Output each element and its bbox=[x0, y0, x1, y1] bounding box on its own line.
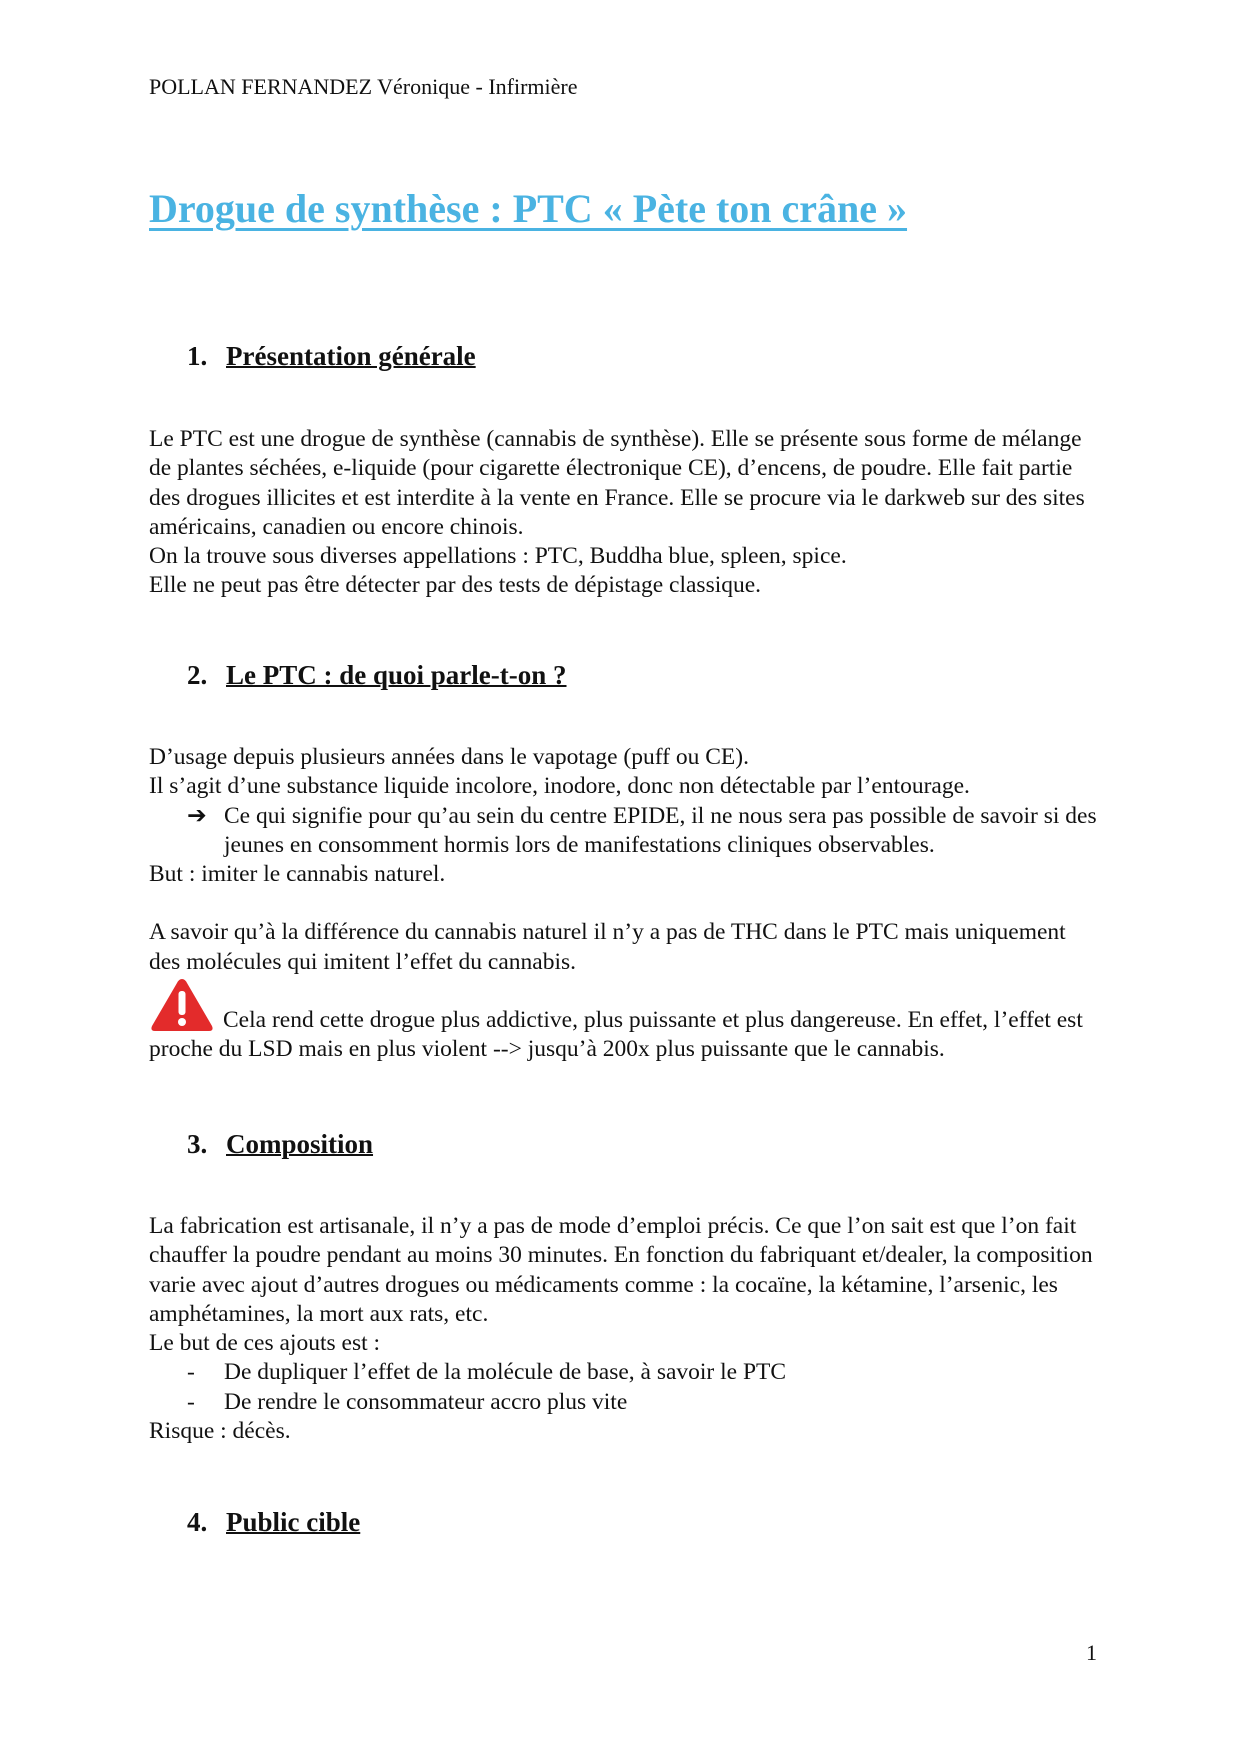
warning-paragraph bbox=[149, 1006, 1101, 1065]
section-number: 2. bbox=[187, 660, 208, 690]
page-number: 1 bbox=[1086, 1640, 1097, 1665]
paragraph: But : imiter le cannabis naturel. bbox=[149, 861, 446, 888]
paragraph: Il s’agit d’une substance liquide incolore, inodore, donc non détectable par l’entourage. bbox=[149, 773, 970, 800]
page-header: POLLAN FERNANDEZ Véronique - Infirmière bbox=[149, 74, 578, 99]
paragraph: Le PTC est une drogue de synthèse (cannabis de synthèse). Elle se présente sous forme de mélange de plantes séchées, e-liquide (pour cigarette électronique CE), d’encens, de poudre. Elle fait partie des drogues illicites et est interdite à la vente en France. Elle se procure via le darkweb sur des sites américains, canadien ou encore chinois. bbox=[149, 426, 1085, 540]
dash-bullet: - bbox=[187, 1388, 195, 1415]
section-3-body bbox=[149, 1212, 1101, 1446]
section-title: Le PTC : de quoi parle-t-on ? bbox=[226, 660, 567, 690]
arrow-icon: ➔ bbox=[187, 802, 207, 829]
section-1-body bbox=[149, 425, 1101, 601]
section-heading-2 bbox=[187, 660, 567, 691]
paragraph: D’usage depuis plusieurs années dans le vapotage (puff ou CE). bbox=[149, 744, 749, 770]
paragraph: La fabrication est artisanale, il n’y a pas de mode d’emploi précis. Ce que l’on sait est que l’on fait chauffer la poudre pendant au moins 30 minutes. En fonction du fabriquant et/dealer, la composition varie avec ajout d’autres drogues ou médicaments comme : la cocaïne, la kétamine, l’arsenic, les amphétamines, la mort aux rats, etc. bbox=[149, 1213, 1093, 1327]
paragraph: Elle ne peut pas être détecter par des tests de dépistage classique. bbox=[149, 572, 762, 599]
section-number: 1. bbox=[187, 341, 208, 371]
document-title: Drogue de synthèse : PTC « Pète ton crâne » bbox=[149, 186, 908, 231]
section-title: Composition bbox=[226, 1129, 374, 1159]
section-title: Présentation générale bbox=[226, 341, 476, 371]
section-number: 4. bbox=[187, 1507, 208, 1537]
section-heading-3 bbox=[187, 1129, 373, 1160]
list-item bbox=[149, 1358, 1101, 1387]
paragraph: Le but de ces ajouts est : bbox=[149, 1330, 381, 1357]
warning-text: Cela rend cette drogue plus addictive, plus puissante et plus dangereuse. En effet, l’effet est proche du LSD mais en plus violent --> jusqu’à 200x plus puissante que le cannabis. bbox=[149, 1007, 1083, 1063]
warning-icon bbox=[149, 976, 215, 1034]
arrow-item-text: Ce qui signifie pour qu’au sein du centre EPIDE, il ne nous sera pas possible de savoir si des jeunes en consomment hormis lors de manifestations cliniques observables. bbox=[224, 802, 1097, 858]
paragraph: On la trouve sous diverses appellations : PTC, Buddha blue, spleen, spice. bbox=[149, 543, 847, 570]
dash-bullet: - bbox=[187, 1359, 195, 1386]
section-heading-4 bbox=[187, 1507, 360, 1538]
list-item-text: De rendre le consommateur accro plus vite bbox=[224, 1388, 628, 1415]
paragraph: A savoir qu’à la différence du cannabis naturel il n’y a pas de THC dans le PTC mais uniquement des molécules qui imitent l’effet du cannabis. bbox=[149, 919, 1066, 975]
section-number: 3. bbox=[187, 1129, 208, 1159]
section-heading-1 bbox=[187, 341, 476, 372]
list-item bbox=[149, 1388, 1101, 1417]
section-title: Public cible bbox=[226, 1507, 361, 1537]
section-2-body bbox=[149, 743, 1101, 1065]
list-item-text: De dupliquer l’effet de la molécule de base, à savoir le PTC bbox=[224, 1359, 787, 1386]
arrow-item bbox=[149, 802, 1101, 861]
paragraph: Risque : décès. bbox=[149, 1418, 291, 1445]
